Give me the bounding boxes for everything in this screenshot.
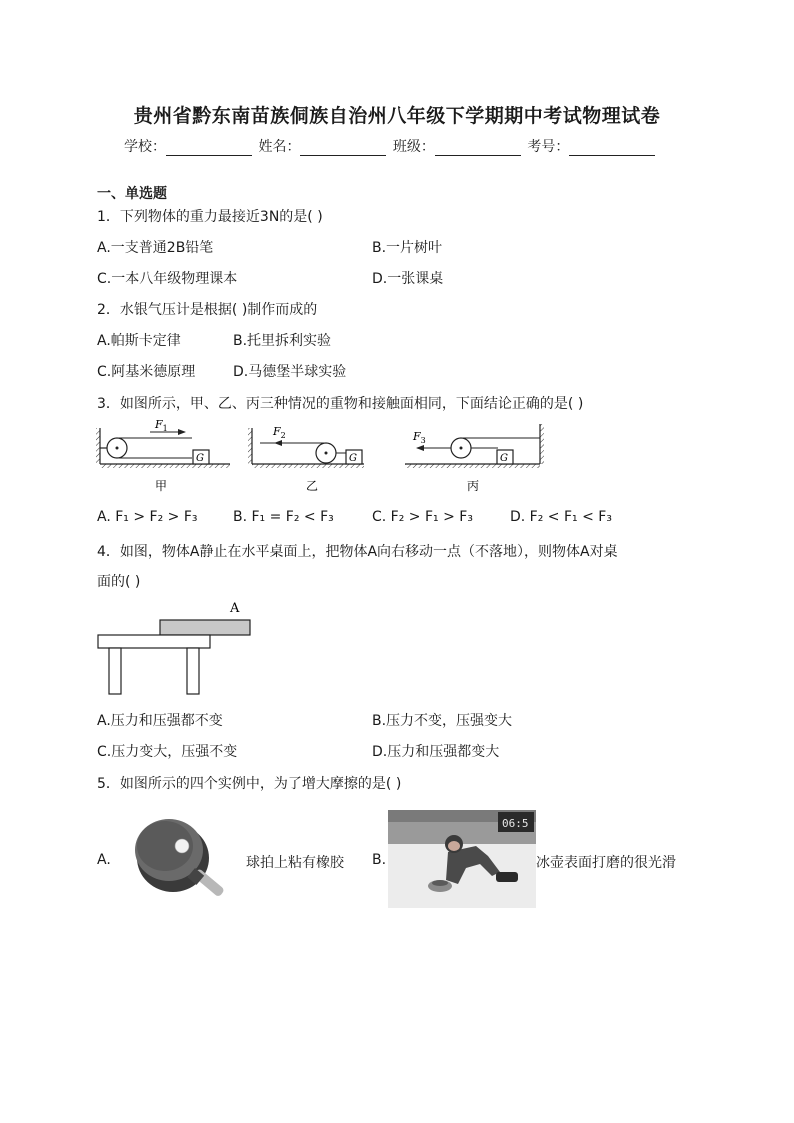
- q1-option-b: B.一片树叶: [372, 240, 443, 256]
- q1-option-a: A.一支普通2B铅笔: [97, 240, 214, 256]
- table-leg-left: [109, 648, 121, 694]
- caption-jia: 甲: [155, 479, 168, 493]
- q4-option-d: D.压力和压强都变大: [372, 744, 500, 760]
- q4-stem-line1: 4．如图，物体A静止在水平桌面上，把物体A向右移动一点（不落地），则物体A对桌: [97, 544, 618, 560]
- name-blank: [300, 141, 386, 156]
- q3-option-d: D. F₂ < F₁ < F₃: [510, 509, 612, 525]
- object-a-label: A: [230, 601, 240, 616]
- school-label: 学校：: [124, 139, 166, 155]
- page-title: 贵州省黔东南苗族侗族自治州八年级下学期期中考试物理试卷: [133, 105, 661, 127]
- q2-stem: 2．水银气压计是根据( )制作而成的: [97, 302, 318, 318]
- curling-photo: [388, 810, 536, 908]
- q4-stem-line2: 面的( ): [97, 574, 141, 590]
- q3-option-a: A. F₁ > F₂ > F₃: [97, 509, 198, 525]
- q5-stem: 5．如图所示的四个实例中，为了增大摩擦的是( ): [97, 776, 402, 792]
- q2-option-c: C.阿基米德原理: [97, 364, 196, 380]
- q4-option-a: A.压力和压强都不变: [97, 713, 223, 729]
- q5-option-a-prefix: A.: [97, 852, 111, 868]
- g-label-yi: G: [349, 453, 357, 464]
- q2-option-b: B.托里拆利实验: [233, 333, 332, 349]
- figure-yi: [248, 425, 364, 468]
- student-info-line: [124, 136, 657, 156]
- q4-option-c: C.压力变大，压强不变: [97, 744, 238, 760]
- q4-option-b: B.压力不变，压强变大: [372, 713, 513, 729]
- school-blank: [166, 141, 252, 156]
- force-label-f2: $F_2$: [273, 425, 286, 440]
- force-label-f3: $F_3$: [413, 430, 426, 445]
- table-top: [98, 635, 210, 648]
- scoreboard-text: 06:5: [502, 817, 529, 830]
- name-label: 姓名：: [258, 139, 301, 155]
- g-label-jia: G: [196, 453, 204, 464]
- q3-option-b: B. F₁ = F₂ < F₃: [233, 509, 334, 525]
- object-a: [160, 620, 250, 635]
- figure-bing: [405, 424, 544, 468]
- q1-option-d: D.一张课桌: [372, 271, 444, 287]
- ping-pong-paddle-image: [125, 810, 235, 910]
- table-diagram: [95, 598, 260, 698]
- class-blank: [435, 141, 521, 156]
- caption-yi: 乙: [306, 479, 319, 493]
- number-blank: [569, 141, 655, 156]
- class-label: 班级：: [392, 139, 435, 155]
- q1-stem: 1．下列物体的重力最接近3N的是( ): [97, 209, 323, 225]
- q5-option-b-prefix: B.: [372, 852, 387, 868]
- number-label: 考号：: [527, 139, 570, 155]
- q5-option-b-text: 冰壶表面打磨的很光滑: [536, 855, 676, 871]
- q1-option-c: C.一本八年级物理课本: [97, 271, 238, 287]
- q2-option-a: A.帕斯卡定律: [97, 333, 181, 349]
- pulley-diagram: [95, 418, 555, 498]
- table-leg-right: [187, 648, 199, 694]
- figure-jia: [96, 418, 230, 468]
- caption-bing: 丙: [467, 479, 480, 493]
- section-heading: 一、单选题: [97, 186, 167, 202]
- q3-option-c: C. F₂ > F₁ > F₃: [372, 509, 473, 525]
- q2-option-d: D.马德堡半球实验: [233, 364, 347, 380]
- q3-stem: 3．如图所示，甲、乙、丙三种情况的重物和接触面相同，下面结论正确的是( ): [97, 396, 584, 412]
- q5-option-a-text: 球拍上粘有橡胶: [246, 855, 344, 871]
- g-label-bing: G: [500, 453, 508, 464]
- force-label-f1: $F_1$: [155, 418, 168, 433]
